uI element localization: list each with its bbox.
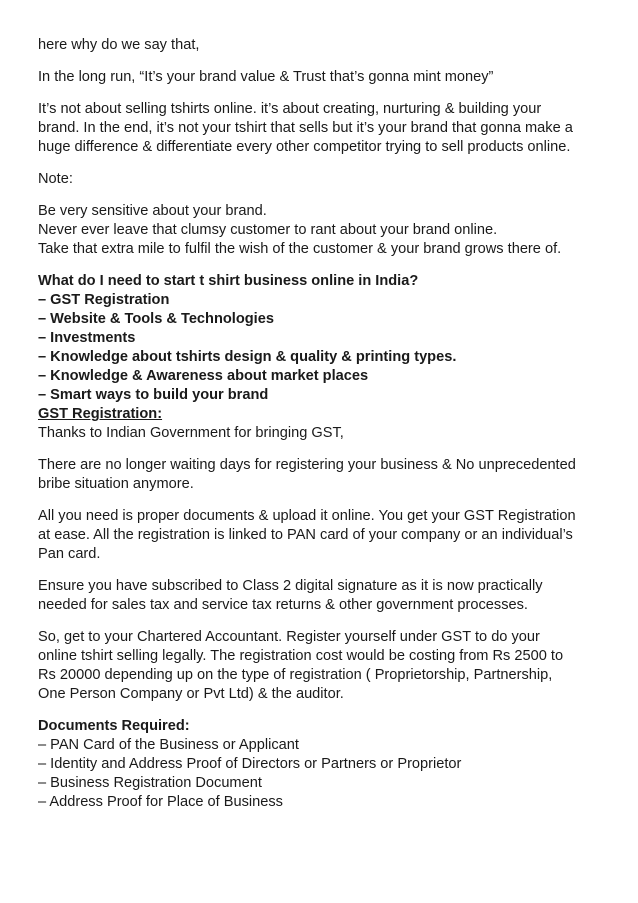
brand-quote: In the long run, “It’s your brand value & Trust that’s gonna mint money” [38, 69, 494, 85]
gst-paragraph-line: So, get to your Chartered Accountant. Register yourself under GST to do your [38, 629, 540, 645]
intro-text: here why do we say that, [38, 37, 200, 53]
documents-list-item: – PAN Card of the Business or Applicant [38, 737, 299, 753]
gst-heading: GST Registration: [38, 406, 163, 422]
note-line: Be very sensitive about your brand. [38, 203, 267, 219]
needs-list-item: – Website & Tools & Technologies [38, 311, 274, 327]
note-line: Never ever leave that clumsy customer to rant about your brand online. [38, 222, 498, 238]
needs-list-item: – Smart ways to build your brand [38, 387, 269, 403]
needs-heading: What do I need to start t shirt business online in India? [38, 273, 419, 289]
needs-list-item: – Investments [38, 330, 136, 346]
needs-list-item: – Knowledge about tshirts design & quality & printing types. [38, 349, 457, 365]
note-paragraph [38, 202, 608, 259]
gst-paragraph-line: One Person Company or Pvt Ltd) & the auditor. [38, 686, 344, 702]
gst-paragraph-1 [38, 456, 608, 494]
gst-section-intro [38, 405, 608, 443]
documents-heading: Documents Required: [38, 718, 190, 734]
gst-thanks-text: Thanks to Indian Government for bringing GST, [38, 425, 344, 441]
needs-list-item: – GST Registration [38, 292, 170, 308]
documents-section [38, 717, 608, 812]
gst-paragraph-line: at ease. All the registration is linked to PAN card of your company or an individual’s [38, 527, 573, 543]
brand-paragraph-line: brand. In the end, it’s not your tshirt that sells but it’s your brand that gonna make a [38, 120, 573, 136]
brand-paragraph-line: huge difference & differentiate every other competitor trying to sell products online. [38, 139, 571, 155]
brand-paragraph-line: It’s not about selling tshirts online. it’s about creating, nurturing & building your [38, 101, 542, 117]
gst-paragraph-line: Pan card. [38, 546, 101, 562]
note-label: Note: [38, 171, 73, 187]
note-line: Take that extra mile to fulfil the wish of the customer & your brand grows there of. [38, 241, 562, 257]
gst-paragraph-line: Ensure you have subscribed to Class 2 digital signature as it is now practically [38, 578, 543, 594]
gst-paragraph-line: bribe situation anymore. [38, 476, 194, 492]
gst-paragraph-line: All you need is proper documents & upload it online. You get your GST Registration [38, 508, 576, 524]
gst-paragraph-line: There are no longer waiting days for registering your business & No unprecedented [38, 457, 576, 473]
gst-paragraph-line: online tshirt selling legally. The registration cost would be costing from Rs 2500 to [38, 648, 564, 664]
needs-section [38, 272, 608, 405]
gst-paragraph-4 [38, 628, 608, 704]
gst-paragraph-3 [38, 577, 608, 615]
documents-list-item: – Business Registration Document [38, 775, 262, 791]
documents-list-item: – Address Proof for Place of Business [38, 794, 283, 810]
needs-list-item: – Knowledge & Awareness about market places [38, 368, 369, 384]
gst-paragraph-2 [38, 507, 608, 564]
documents-list-item: – Identity and Address Proof of Directors or Partners or Proprietor [38, 756, 462, 772]
gst-paragraph-line: Rs 20000 depending up on the type of registration ( Proprietorship, Partnership, [38, 667, 553, 683]
brand-paragraph [38, 100, 608, 157]
gst-paragraph-line: needed for sales tax and service tax returns & other government processes. [38, 597, 528, 613]
